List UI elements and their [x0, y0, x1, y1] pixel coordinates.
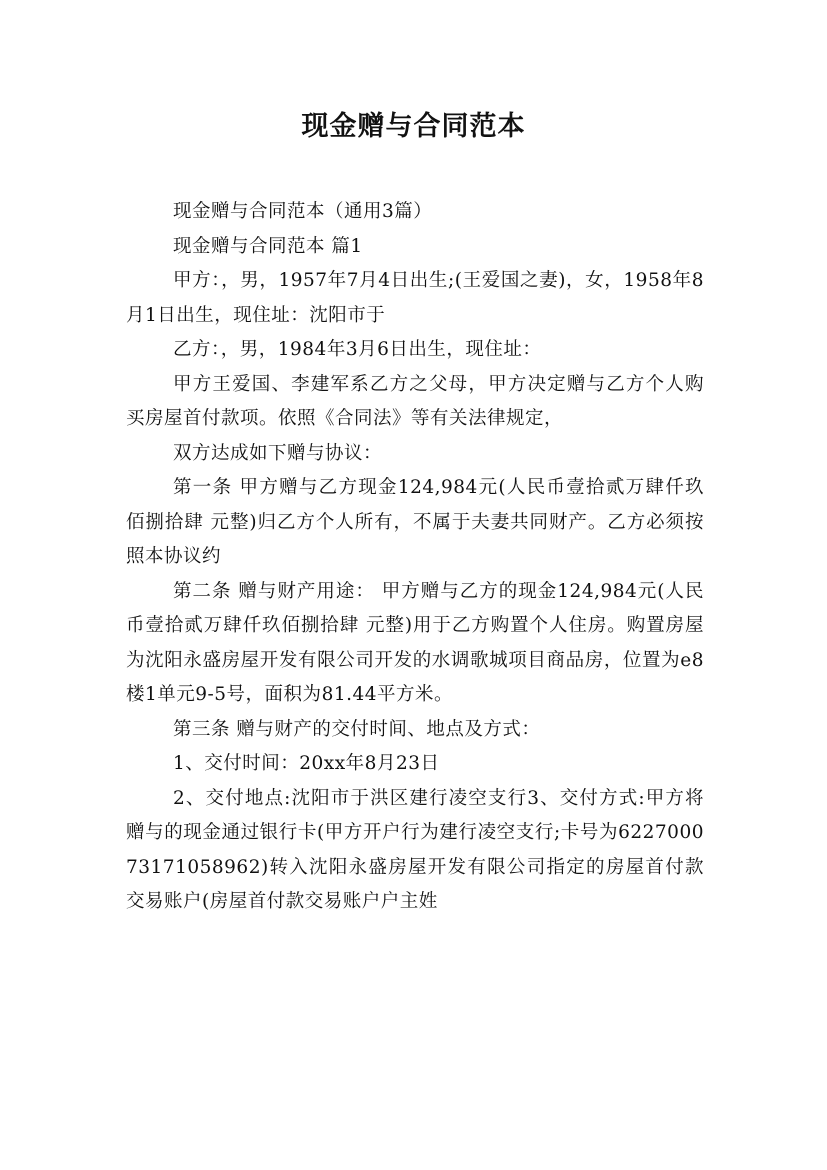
- paragraph-agreement-intro: 双方达成如下赠与协议：: [173, 442, 383, 464]
- paragraph-preamble: 甲方王爱国、李建军系乙方之父母，甲方决定赠与乙方个人购买房屋首付款项。依照《合同法》等有关法律规定，: [126, 373, 704, 429]
- paragraph-section-heading: 现金赠与合同范本 篇1: [173, 235, 363, 257]
- document-title: 现金赠与合同范本: [301, 111, 526, 142]
- paragraph-delivery-place: 2、交付地点:沈阳市于洪区建行凌空支行3、交付方式:甲方将赠与的现金通过银行卡(甲方开户行为建行凌空支行;卡号为622700073171058962)转入沈阳永盛房屋开发有限公司指定的房屋首付款交易账户(房屋首付款交易账户户主姓: [126, 787, 704, 912]
- document-body: [126, 195, 704, 920]
- paragraph-article-1: 第一条 甲方赠与乙方现金124,984元(人民币壹拾贰万肆仟玖佰捌拾肆 元整)归乙方个人所有，不属于夫妻共同财产。乙方必须按照本协议约: [126, 477, 704, 567]
- paragraph-party-a: 甲方：，男，1957年7月4日出生;(王爱国之妻)，女，1958年8月1日出生，现住址：沈阳市于: [126, 270, 704, 326]
- paragraph-article-2: 第二条 赠与财产用途： 甲方赠与乙方的现金124,984元(人民币壹拾贰万肆仟玖佰捌拾肆 元整)用于乙方购置个人住房。购置房屋为沈阳永盛房屋开发有限公司开发的水调歌城项目商品房，位置为e8楼1单元9-5号，面积为81.44平方米。: [126, 580, 704, 705]
- paragraph-subtitle: 现金赠与合同范本（通用3篇）: [173, 201, 433, 222]
- paragraph-delivery-time: 1、交付时间：20xx年8月23日: [173, 753, 440, 774]
- paragraph-article-3: 第三条 赠与财产的交付时间、地点及方式：: [173, 718, 541, 740]
- paragraph-party-b: 乙方：，男，1984年3月6日出生，现住址：: [173, 339, 542, 360]
